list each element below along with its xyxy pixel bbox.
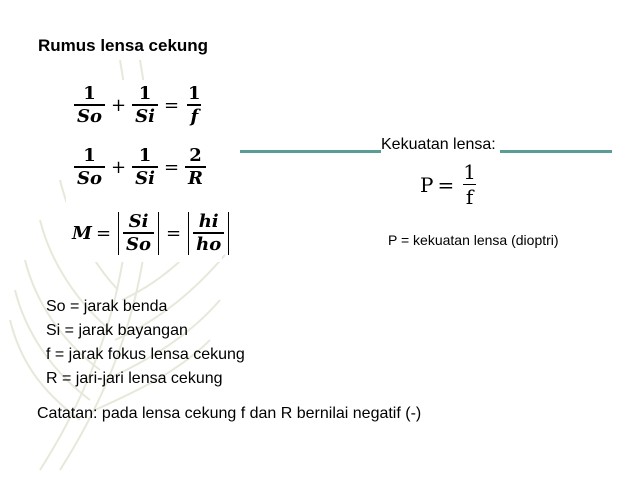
power-symbol: P: [420, 172, 434, 197]
fraction: [185, 146, 206, 189]
numerator: 1: [138, 145, 152, 166]
equals-operator: =: [163, 157, 180, 178]
plus-operator: +: [111, 95, 127, 116]
fraction: [132, 146, 158, 189]
definition-item: Si = jarak bayangan: [46, 322, 188, 339]
plus-operator: +: [111, 157, 127, 178]
note-text: Catatan: pada lensa cekung f dan R bernilai negatif (-): [37, 405, 422, 422]
numerator: 1: [138, 83, 152, 104]
fraction: [185, 84, 204, 127]
equals-operator: =: [95, 223, 112, 244]
numerator: 1: [83, 145, 96, 166]
denominator: Si: [132, 166, 158, 189]
numerator: 1: [463, 160, 476, 184]
fraction: [74, 84, 105, 127]
definition-item: f = jarak fokus lensa cekung: [46, 346, 245, 363]
equals-operator: =: [163, 95, 180, 116]
denominator: ho: [193, 232, 224, 255]
denominator: Si: [132, 104, 158, 127]
lens-formula-row: [72, 84, 206, 127]
magnification-symbol: M: [72, 223, 92, 244]
denominator: R: [185, 166, 206, 189]
numerator: 2: [189, 145, 202, 166]
equals-operator: =: [166, 223, 182, 244]
lens-formula-box: [66, 80, 222, 262]
magnification-formula-row: [72, 212, 232, 255]
fraction: [132, 84, 158, 127]
denominator: So: [74, 166, 105, 189]
fraction: [460, 160, 479, 209]
page-title: Rumus lensa cekung: [38, 36, 209, 55]
denominator: So: [123, 232, 154, 255]
equals-operator: =: [437, 172, 455, 197]
definitions-list: [46, 295, 245, 391]
absolute-value: [118, 212, 159, 255]
denominator: f: [463, 184, 476, 209]
denominator: f: [187, 104, 201, 127]
definition-item: So = jarak benda: [46, 298, 168, 315]
denominator: So: [74, 104, 105, 127]
fraction: [123, 212, 154, 255]
definition-item: R = jari-jari lensa cekung: [46, 370, 223, 387]
lens-power-formula: [420, 160, 481, 209]
absolute-value: [188, 212, 229, 255]
fraction: [193, 212, 224, 255]
numerator: 1: [83, 83, 96, 104]
lens-power-description: P = kekuatan lensa (dioptri): [388, 232, 559, 248]
lens-power-label: Kekuatan lensa:: [381, 136, 500, 154]
fraction: [74, 146, 105, 189]
radius-formula-row: [72, 146, 208, 189]
numerator: Si: [128, 211, 149, 232]
numerator: hi: [198, 211, 219, 232]
numerator: 1: [188, 83, 201, 104]
